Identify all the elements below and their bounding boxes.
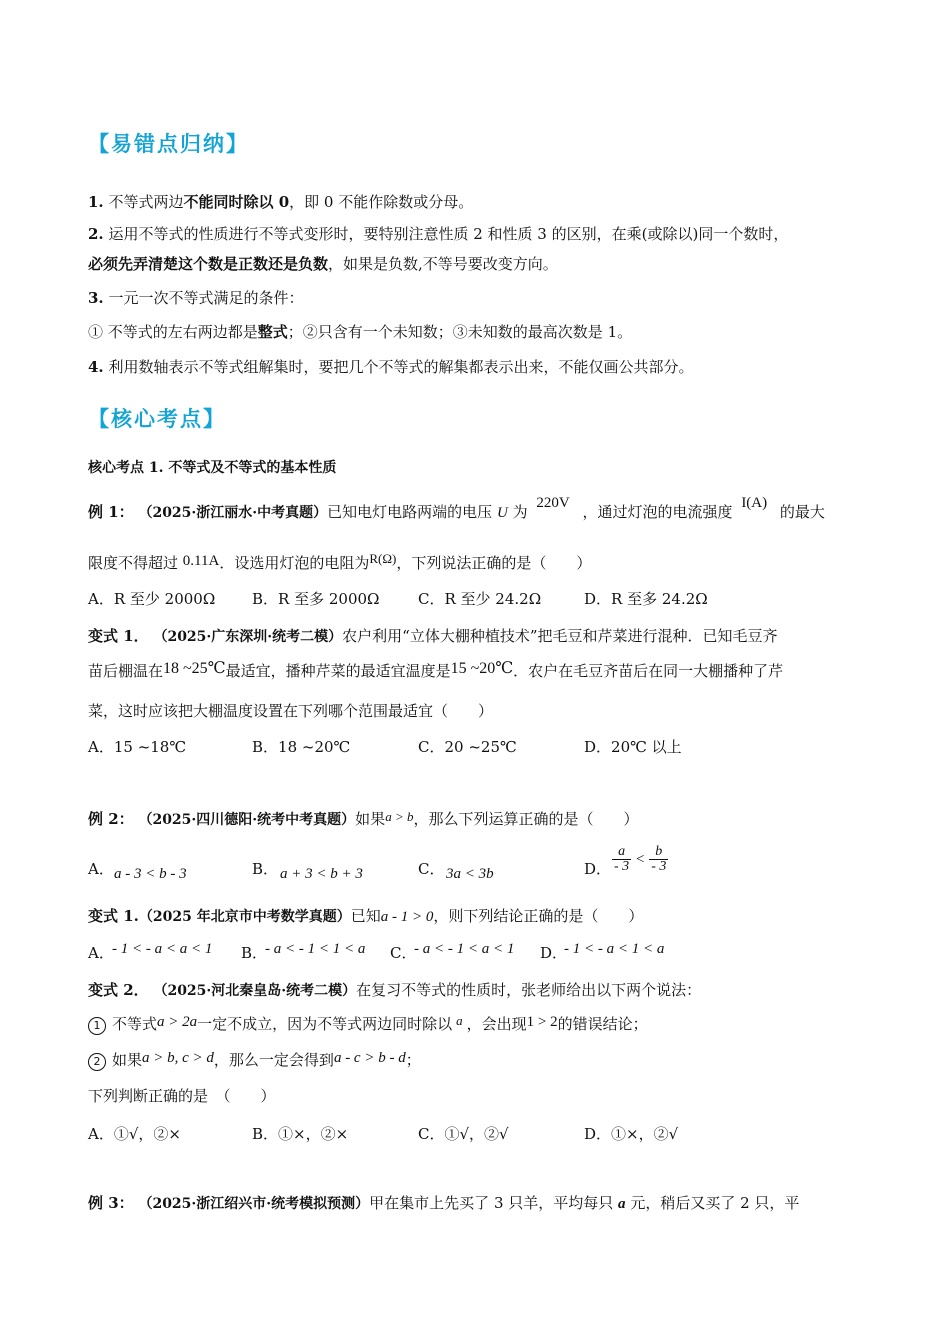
example-3 (88, 1193, 799, 1214)
statement-text: 如果 (112, 1051, 143, 1069)
section-title-core: 【核心考点】 (88, 407, 226, 431)
variant-1 (88, 626, 778, 647)
option-a-letter: A． (88, 944, 114, 962)
variant-1b (88, 906, 643, 927)
fraction-numerator: b (649, 845, 668, 860)
statement-text: 不等式 (112, 1015, 158, 1033)
option-d: D．①×，②√ (584, 1125, 679, 1143)
option-a-expression: - 1 < - a < a < 1 (112, 941, 213, 957)
fraction (649, 845, 668, 874)
variant-text: ，则下列结论正确的是（ ） (433, 907, 644, 925)
variant-text: 已知 (350, 907, 381, 925)
math-expression: a > b (385, 809, 414, 824)
option-d-expression: - 1 < - a < 1 < a (564, 941, 665, 957)
option-c-expression: - a < - 1 < a < 1 (414, 941, 515, 957)
option-a: A．R 至少 2000Ω (88, 590, 216, 608)
option-c-letter: C． (390, 944, 417, 962)
variant-source: （2025·河北秦皇岛·统考二模） (153, 983, 357, 999)
option-d-letter: D． (540, 944, 568, 962)
option-a-expression: a - 3 < b - 3 (114, 866, 187, 882)
option-b: B．①×，②× (252, 1125, 349, 1143)
variant-2 (88, 980, 701, 1001)
item-text: ① 不等式的左右两边都是 (88, 323, 258, 341)
item-emphasis: 必须先弄清楚这个数是正数还是负数 (88, 255, 329, 273)
option-c: C．①√，②√ (418, 1125, 509, 1143)
example-1-cont (88, 553, 591, 574)
item-text: 不等式两边 (108, 193, 184, 211)
fraction-denominator: - 3 (614, 859, 630, 874)
option-b-letter: B． (241, 944, 268, 962)
math-expression: a - c > b - d (333, 1050, 406, 1066)
variant-1-cont (88, 661, 783, 682)
mistake-item-3-conditions (88, 322, 632, 342)
variant-source: （2025·广东深圳·统考二模） (153, 629, 343, 645)
option-b-expression: a + 3 < b + 3 (280, 866, 363, 882)
example-text: 元，稍后又买了 2 只，平 (630, 1194, 800, 1212)
statement-text: 一定不成立，因为不等式两边同时除以 (197, 1015, 453, 1033)
option-d-letter: D． (584, 860, 612, 878)
variant-label: 变式 1． (88, 627, 149, 645)
math-var: U (496, 505, 508, 521)
math-expression: a - 1 > 0 (380, 909, 434, 925)
item-text: 运用不等式的性质进行不等式变形时，要特别注意性质 2 和性质 3 的区别，在乘(或除以)同一个数时， (108, 225, 789, 243)
statement-text: ； (405, 1051, 421, 1069)
example-source: （2025·浙江丽水·中考真题） (138, 505, 328, 521)
fraction-numerator: a (612, 845, 631, 860)
example-text: 限度不得超过 (88, 554, 179, 572)
item-number: 4. (88, 358, 104, 376)
math-operator: < (635, 851, 645, 868)
math-expression: a > b, c > d (142, 1050, 214, 1066)
option-b-letter: B． (252, 860, 279, 878)
math-value: 18 ~25℃ (163, 660, 226, 677)
variant-2-question: 下列判断正确的是 （ ） (88, 1087, 276, 1105)
example-text: 为 (512, 503, 528, 521)
option-c: C．R 至少 24.2Ω (418, 590, 542, 608)
example-text: ．设选用灯泡的电阻为 (219, 554, 370, 572)
example-text: 的最大 (779, 503, 825, 521)
example-text: ，下列说法正确的是（ ） (396, 554, 592, 572)
core-topic-title: 核心考点 1. 不等式及不等式的基本性质 (88, 460, 337, 476)
variant-2-statement-1 (88, 1014, 648, 1035)
variant-source: （2025 年北京市中考数学真题） (138, 909, 351, 925)
example-text: 如果 (355, 810, 386, 828)
math-value: 0.11A (182, 553, 220, 569)
option-b: B．R 至多 2000Ω (252, 590, 380, 608)
example-label: 例 1： (88, 503, 134, 521)
mistake-item-4 (88, 357, 693, 377)
variant-label: 变式 1. (88, 907, 139, 925)
option-a: A．15 ~18℃ (88, 738, 187, 756)
mistake-item-1 (88, 192, 473, 212)
mistake-item-2-cont (88, 254, 558, 274)
item-text: 一元一次不等式满足的条件： (108, 289, 304, 307)
statement-text: ，那么一定会得到 (213, 1051, 334, 1069)
math-expression: 1 > 2 (526, 1014, 558, 1030)
example-source: （2025·四川德阳·统考中考真题） (138, 812, 356, 828)
example-1 (88, 495, 825, 523)
section-title-mistakes: 【易错点归纳】 (88, 132, 249, 156)
math-value: R(Ω) (369, 551, 397, 566)
variant-2-statement-2 (88, 1050, 421, 1071)
item-text: ；②只含有一个未知数；③未知数的最高次数是 1。 (287, 323, 633, 341)
option-c: C．20 ~25℃ (418, 738, 517, 756)
variant-label: 变式 2． (88, 981, 149, 999)
option-c-letter: C． (418, 860, 445, 878)
item-number: 2. (88, 225, 104, 243)
example-source: （2025·浙江绍兴市·统考模拟预测） (138, 1196, 370, 1212)
option-b: B．18 ~20℃ (252, 738, 351, 756)
example-text: ，那么下列运算正确的是（ ） (413, 810, 639, 828)
math-value: 15 ~20℃ (450, 660, 514, 677)
item-text: 利用数轴表示不等式组解集时，要把几个不等式的解集都表示出来，不能仅画公共部分。 (108, 358, 694, 376)
math-value: 220V (536, 495, 570, 511)
example-label: 例 3： (88, 1194, 134, 1212)
item-text: ，即 0 不能作除数或分母。 (289, 193, 474, 211)
option-d: D．R 至多 24.2Ω (584, 590, 708, 608)
option-a: A．①√，②× (88, 1125, 181, 1143)
statement-text: 的错误结论； (557, 1015, 648, 1033)
math-var: a (456, 1013, 463, 1028)
item-number: 3. (88, 289, 104, 307)
option-b-expression: - a < - 1 < 1 < a (265, 941, 366, 957)
math-value: I(A) (741, 495, 768, 511)
example-text: ，通过灯泡的电流强度 (582, 503, 733, 521)
math-var: a (618, 1196, 626, 1212)
mistake-item-2 (88, 224, 788, 244)
example-label: 例 2： (88, 810, 134, 828)
circled-number-icon: 2 (88, 1053, 106, 1071)
variant-text: ．农户在毛豆齐苗后在同一大棚播种了芹 (513, 662, 784, 680)
variant-text: 最适宜，播种芹菜的最适宜温度是 (225, 662, 451, 680)
fraction-denominator: - 3 (651, 859, 667, 874)
option-d-expression (612, 845, 668, 874)
item-emphasis: 不能同时除以 0 (183, 193, 290, 211)
variant-text: 在复习不等式的性质时，张老师给出以下两个说法： (356, 981, 702, 999)
item-emphasis: 整式 (257, 323, 288, 341)
option-a-letter: A． (88, 860, 114, 878)
variant-text: 苗后棚温在 (88, 662, 164, 680)
statement-text: ，会出现 (466, 1015, 527, 1033)
math-expression: a > 2a (157, 1014, 198, 1030)
item-number: 1. (88, 193, 104, 211)
circled-number-icon: 1 (88, 1017, 106, 1035)
option-d: D．20℃ 以上 (584, 738, 682, 756)
variant-text: 农户利用“立体大棚种植技术”把毛豆和芹菜进行混种．已知毛豆齐 (342, 627, 778, 645)
item-text: ，如果是负数,不等号要改变方向。 (328, 255, 558, 273)
option-c-expression: 3a < 3b (446, 866, 494, 882)
example-2 (88, 809, 638, 830)
fraction (612, 845, 631, 874)
variant-1-cont2: 菜，这时应该把大棚温度设置在下列哪个范围最适宜（ ） (88, 702, 494, 720)
mistake-item-3 (88, 288, 303, 308)
example-text: 甲在集市上先买了 3 只羊，平均每只 (369, 1194, 614, 1212)
example-text: 已知电灯电路两端的电压 (327, 503, 493, 521)
